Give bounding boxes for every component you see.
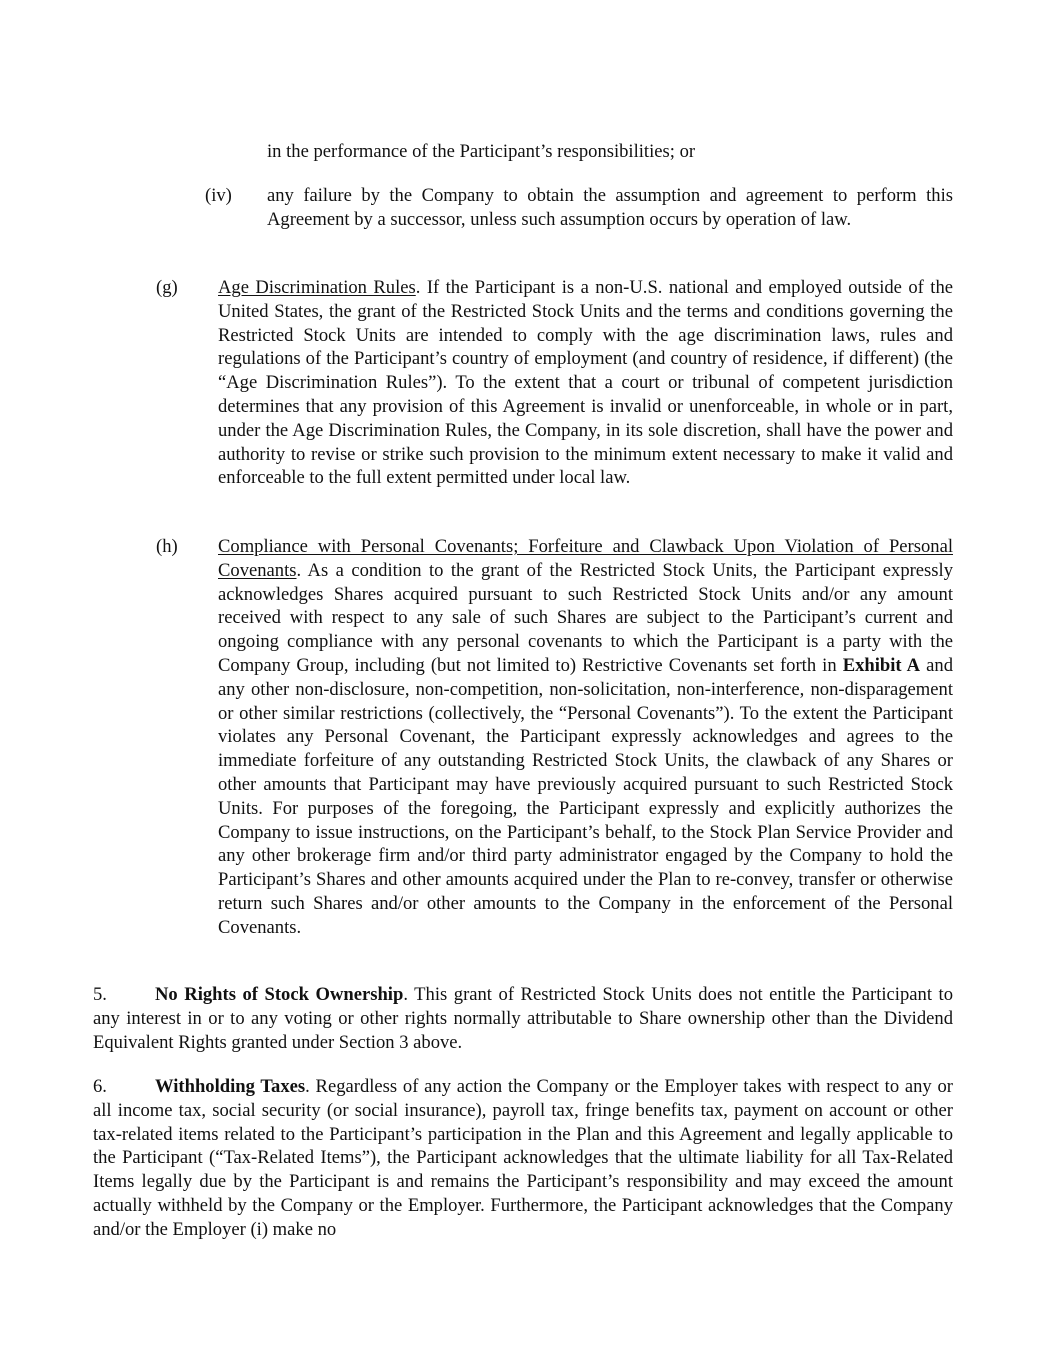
exhibit-reference: Exhibit A xyxy=(842,654,921,676)
clause-iv-text: any failure by the Company to obtain the assumption and agreement to perform this Agreement by a successor, unless such assumption occurs by operation of law. xyxy=(267,185,953,230)
continuation-text: in the performance of the Participant’s responsibilities; or xyxy=(267,141,696,162)
clause-h-text xyxy=(218,535,953,940)
clause-h-body-a: . As a condition to the grant of the Restricted Stock Units, the Participant expressly acknowledges Shares acquired pursuant to such Restricted Stock Units and/or any amount received with respect to any sale of such Shares are subject to the Participant’s current and ongoing compliance with any personal covenants to which the Participant is a party with the Company Group, including (but not limited to) Restrictive Covenants set forth in xyxy=(218,559,953,676)
section-6-heading: Withholding Taxes xyxy=(155,1076,306,1097)
clause-g-body: . If the Participant is a non-U.S. national and employed outside of the United States, the grant of the Restricted Stock Units and the terms and conditions governing the Restricted Stock Units are intended to comply with the age discrimination laws, rules and regulations of the Participant’s country of employment (and country of residence, if different) (the “Age Discrimination Rules”). To the extent that a court or tribunal of competent jurisdiction determines that any provision of this Agreement is invalid or unenforceable, in whole or in part, under the Age Discrimination Rules, the Company, in its sole discretion, shall have the power and authority to revise or strike such provision to the minimum extent necessary to make it valid and enforceable to the full extent permitted under local law. xyxy=(218,277,953,489)
clause-h-body-b: and any other non-disclosure, non-competition, non-solicitation, non-interference, non-disparagement or other similar restrictions (collectively, the “Personal Covenants”). To the extent the Participant violates any Personal Covenant, the Participant expressly acknowledges and agrees to the immediate forfeiture of any outstanding Restricted Stock Units, the clawback of any Shares or other amounts that Participant may have previously acquired pursuant to such Restricted Stock Units. For purposes of the foregoing, the Participant expressly and explicitly authorizes the Company to issue instructions, on the Participant’s behalf, to the Stock Plan Service Provider and any other brokerage firm and/or third party administrator engaged by the Company to hold the Participant’s Shares and other amounts acquired under the Plan to re-convey, transfer or otherwise return such Shares and/or other amounts to the Company in the enforcement of the Personal Covenants. xyxy=(218,654,953,938)
clause-g-label: (g) xyxy=(156,277,178,298)
section-5-heading: No Rights of Stock Ownership xyxy=(155,984,404,1005)
section-5-body: . This grant of Restricted Stock Units does not entitle the Participant to any interest in or to any voting or other rights normally attributable to Share ownership other than the Dividend Equivalent Rights granted under Section 3 above. xyxy=(93,984,953,1053)
section-5 xyxy=(93,983,953,1054)
section-6 xyxy=(93,1075,953,1242)
clause-g-text xyxy=(218,276,953,490)
clause-h-label: (h) xyxy=(156,536,178,557)
clause-h-heading: Compliance with Personal Covenants; Forfeiture and Clawback Upon Violation of Personal Covenants xyxy=(218,536,953,581)
section-6-number: 6. xyxy=(93,1076,107,1097)
clause-g-heading: Age Discrimination Rules xyxy=(218,277,416,298)
clause-iv-label: (iv) xyxy=(205,185,232,206)
section-6-body: . Regardless of any action the Company or the Employer takes with respect to any or all income tax, social security (or social insurance), payroll tax, fringe benefits tax, payment on account or other tax-related items related to the Participant’s participation in the Plan and this Agreement and legally applicable to the Participant (“Tax-Related Items”), the Participant acknowledges that the ultimate liability for all Tax-Related Items legally due by the Participant is and remains the Participant’s responsibility and may exceed the amount actually withheld by the Company or the Employer. Furthermore, the Participant acknowledges that the Company and/or the Employer (i) make no xyxy=(93,1076,953,1240)
section-5-number: 5. xyxy=(93,984,107,1005)
